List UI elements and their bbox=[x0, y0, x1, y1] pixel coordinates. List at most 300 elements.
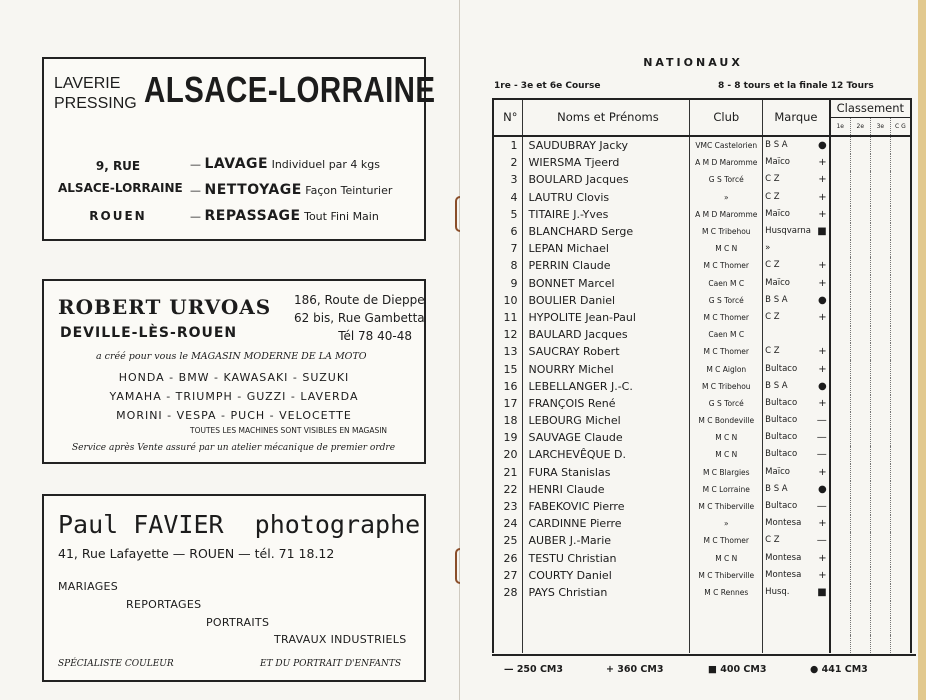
row-cylinder-symbol: — bbox=[816, 415, 827, 427]
row-classement-cell bbox=[850, 412, 870, 429]
row-cylinder-symbol: + bbox=[818, 191, 827, 203]
row-club: Caen M C bbox=[690, 326, 763, 343]
row-classement-cell bbox=[890, 601, 911, 618]
row-classement-cell bbox=[870, 618, 890, 635]
table-row bbox=[493, 171, 911, 188]
row-classement-cell bbox=[830, 206, 851, 223]
header-cls3: 3e bbox=[870, 118, 890, 137]
row-classement-cell bbox=[850, 429, 870, 446]
row-cylinder-symbol: + bbox=[818, 311, 827, 323]
favier-ad bbox=[42, 494, 426, 682]
row-classement-cell bbox=[870, 412, 890, 429]
row-marque bbox=[763, 532, 830, 549]
service-dash: — bbox=[190, 210, 201, 223]
row-marque bbox=[763, 464, 830, 481]
row-classement-cell bbox=[850, 446, 870, 463]
row-classement-cell bbox=[870, 189, 890, 206]
row-classement-cell bbox=[870, 498, 890, 515]
row-cylinder-symbol: ● bbox=[817, 294, 827, 306]
brand-line-2: YAMAHA - TRIUMPH - GUZZI - LAVERDA bbox=[109, 390, 359, 403]
row-classement-cell bbox=[870, 395, 890, 412]
favier-item-mariages: MARIAGES bbox=[58, 580, 119, 593]
row-classement-cell bbox=[890, 326, 911, 343]
row-classement-cell bbox=[830, 464, 851, 481]
alsace-address-line2: ALSACE-LORRAINE bbox=[58, 181, 183, 195]
row-marque bbox=[763, 601, 830, 618]
row-marque bbox=[763, 550, 830, 567]
favier-profession: photographe bbox=[254, 510, 421, 539]
row-cylinder-symbol: + bbox=[818, 552, 827, 564]
row-number: 7 bbox=[493, 240, 522, 257]
alsace-address-line3: ROUEN bbox=[89, 209, 147, 223]
row-marque bbox=[763, 446, 830, 463]
row-classement-cell bbox=[890, 154, 911, 171]
row-marque bbox=[763, 378, 830, 395]
urvoas-phone: Tél 78 40-48 bbox=[338, 329, 412, 343]
row-marque bbox=[763, 309, 830, 326]
row-classement-cell bbox=[830, 240, 851, 257]
row-marque bbox=[763, 171, 830, 188]
row-classement-cell bbox=[850, 567, 870, 584]
row-classement-cell bbox=[890, 550, 911, 567]
row-name: SAUVAGE Claude bbox=[522, 429, 690, 446]
row-club: G S Torcé bbox=[690, 292, 763, 309]
row-number: 22 bbox=[493, 481, 522, 498]
row-club: M C Thomer bbox=[690, 343, 763, 360]
row-number: 26 bbox=[493, 550, 522, 567]
row-classement-cell bbox=[830, 446, 851, 463]
row-club: M C Blargies bbox=[690, 464, 763, 481]
row-name: HENRI Claude bbox=[522, 481, 690, 498]
row-classement-cell bbox=[850, 360, 870, 377]
table-row bbox=[493, 464, 911, 481]
row-classement-cell bbox=[830, 618, 851, 635]
row-number: 3 bbox=[493, 171, 522, 188]
row-cylinder-symbol: ■ bbox=[817, 586, 827, 598]
table-row bbox=[493, 326, 911, 343]
legend-symbol: + bbox=[606, 664, 614, 675]
row-cylinder-symbol: + bbox=[818, 174, 827, 186]
row-club: M C Tribehou bbox=[690, 223, 763, 240]
row-club: VMC Castelorien bbox=[690, 136, 763, 154]
row-marque bbox=[763, 257, 830, 274]
favier-name: Paul FAVIER bbox=[58, 510, 224, 539]
left-page bbox=[0, 0, 460, 700]
row-classement-cell bbox=[830, 309, 851, 326]
row-marque bbox=[763, 154, 830, 171]
table-row bbox=[493, 532, 911, 549]
row-marque-text: Bultaco bbox=[765, 415, 798, 426]
row-marque-text: Bultaco bbox=[765, 449, 798, 460]
row-classement-cell bbox=[870, 464, 890, 481]
urvoas-intro: a créé pour vous le MAGASIN MODERNE DE LA MOTO bbox=[96, 351, 367, 362]
row-marque-text: Montesa bbox=[765, 569, 802, 580]
row-classement-cell bbox=[890, 275, 911, 292]
row-classement-cell bbox=[830, 481, 851, 498]
row-classement-cell bbox=[830, 257, 851, 274]
row-name: TESTU Christian bbox=[522, 550, 690, 567]
row-number: 4 bbox=[493, 189, 522, 206]
row-marque-text: B S A bbox=[765, 483, 788, 494]
row-club: A M D Maromme bbox=[690, 154, 763, 171]
header-club: Club bbox=[690, 99, 763, 136]
row-name: TITAIRE J.-Yves bbox=[522, 206, 690, 223]
table-row bbox=[493, 567, 911, 584]
alsace-address bbox=[58, 155, 183, 227]
row-cylinder-symbol: + bbox=[818, 157, 827, 169]
row-number bbox=[493, 601, 522, 618]
row-name: FURA Stanislas bbox=[522, 464, 690, 481]
row-marque bbox=[763, 481, 830, 498]
row-marque-text: B S A bbox=[765, 294, 788, 305]
row-marque bbox=[763, 498, 830, 515]
row-marque bbox=[763, 326, 830, 343]
row-number: 2 bbox=[493, 154, 522, 171]
row-marque bbox=[763, 206, 830, 223]
row-classement-cell bbox=[870, 378, 890, 395]
row-classement-cell bbox=[850, 171, 870, 188]
row-marque bbox=[763, 584, 830, 601]
row-club: M C Lorraine bbox=[690, 481, 763, 498]
row-name: LEBELLANGER J.-C. bbox=[522, 378, 690, 395]
urvoas-address-line2: 62 bis, Rue Gambetta bbox=[294, 311, 425, 325]
row-marque bbox=[763, 515, 830, 532]
row-marque bbox=[763, 223, 830, 240]
urvoas-city: DEVILLE-LÈS-ROUEN bbox=[60, 325, 238, 341]
row-classement-cell bbox=[870, 481, 890, 498]
row-marque-text: B S A bbox=[765, 380, 788, 391]
legend-label: 441 CM3 bbox=[821, 664, 868, 675]
row-name: LAUTRU Clovis bbox=[522, 189, 690, 206]
header-cls4: C G bbox=[890, 118, 911, 137]
row-classement-cell bbox=[850, 189, 870, 206]
row-name: LEBOURG Michel bbox=[522, 412, 690, 429]
row-classement-cell bbox=[850, 498, 870, 515]
row-marque-text: Maïco bbox=[765, 208, 790, 219]
row-classement-cell bbox=[890, 378, 911, 395]
row-number: 19 bbox=[493, 429, 522, 446]
legend-label: 250 CM3 bbox=[516, 664, 563, 675]
row-name: AUBER J.-Marie bbox=[522, 532, 690, 549]
legend-360 bbox=[606, 664, 663, 675]
table-row bbox=[493, 429, 911, 446]
row-marque bbox=[763, 395, 830, 412]
row-classement-cell bbox=[830, 154, 851, 171]
row-club: M C Aiglon bbox=[690, 360, 763, 377]
table-row bbox=[493, 618, 911, 635]
row-classement-cell bbox=[850, 309, 870, 326]
row-club bbox=[690, 601, 763, 618]
row-marque-text: C Z bbox=[765, 260, 780, 271]
header-name: Noms et Prénoms bbox=[522, 99, 690, 136]
table-row bbox=[493, 240, 911, 257]
row-name: NOURRY Michel bbox=[522, 360, 690, 377]
urvoas-address-line1: 186, Route de Dieppe bbox=[294, 293, 425, 307]
row-name: PERRIN Claude bbox=[522, 257, 690, 274]
row-classement-cell bbox=[850, 154, 870, 171]
row-classement-cell bbox=[890, 257, 911, 274]
row-classement-cell bbox=[850, 343, 870, 360]
row-number: 11 bbox=[493, 309, 522, 326]
row-classement-cell bbox=[830, 326, 851, 343]
row-classement-cell bbox=[870, 326, 890, 343]
row-classement-cell bbox=[850, 515, 870, 532]
row-marque-text: C Z bbox=[765, 311, 780, 322]
table-row bbox=[493, 154, 911, 171]
row-classement-cell bbox=[850, 326, 870, 343]
row-number bbox=[493, 635, 522, 652]
row-classement-cell bbox=[850, 601, 870, 618]
row-classement-cell bbox=[890, 171, 911, 188]
legend-label: 400 CM3 bbox=[720, 664, 767, 675]
row-marque bbox=[763, 189, 830, 206]
urvoas-address bbox=[294, 291, 425, 345]
row-classement-cell bbox=[830, 584, 851, 601]
service-name: REPASSAGE bbox=[204, 208, 301, 224]
row-classement-cell bbox=[870, 309, 890, 326]
row-classement-cell bbox=[890, 206, 911, 223]
header-classement: Classement bbox=[830, 99, 911, 118]
row-classement-cell bbox=[830, 601, 851, 618]
row-marque bbox=[763, 136, 830, 154]
row-classement-cell bbox=[890, 429, 911, 446]
row-classement-cell bbox=[870, 567, 890, 584]
row-cylinder-symbol: + bbox=[818, 569, 827, 581]
table-row bbox=[493, 412, 911, 429]
row-classement-cell bbox=[830, 498, 851, 515]
row-marque-text: Montesa bbox=[765, 518, 802, 529]
row-classement-cell bbox=[870, 136, 890, 154]
legend-symbol: ■ bbox=[708, 664, 717, 675]
row-club: M C N bbox=[690, 446, 763, 463]
row-classement-cell bbox=[830, 567, 851, 584]
row-classement-cell bbox=[830, 429, 851, 446]
row-classement-cell bbox=[850, 635, 870, 652]
results-rows bbox=[493, 136, 911, 653]
results-subtitle-right: 8 - 8 tours et la finale 12 Tours bbox=[718, 81, 874, 91]
bottom-rule bbox=[492, 654, 916, 656]
table-row bbox=[493, 343, 911, 360]
legend-250 bbox=[504, 664, 563, 675]
row-name bbox=[522, 618, 690, 635]
row-classement-cell bbox=[850, 136, 870, 154]
row-number: 16 bbox=[493, 378, 522, 395]
row-classement-cell bbox=[890, 446, 911, 463]
row-marque-text: Bultaco bbox=[765, 363, 798, 374]
row-classement-cell bbox=[870, 275, 890, 292]
header-cls2: 2e bbox=[850, 118, 870, 137]
row-classement-cell bbox=[890, 635, 911, 652]
table-row bbox=[493, 360, 911, 377]
row-classement-cell bbox=[890, 618, 911, 635]
row-classement-cell bbox=[890, 360, 911, 377]
service-detail: Façon Teinturier bbox=[305, 184, 393, 197]
row-classement-cell bbox=[850, 618, 870, 635]
favier-footer-left: SPÉCIALISTE COULEUR bbox=[58, 659, 174, 669]
table-row bbox=[493, 550, 911, 567]
row-marque-text: Bultaco bbox=[765, 432, 798, 443]
row-number: 23 bbox=[493, 498, 522, 515]
row-classement-cell bbox=[870, 429, 890, 446]
service-repassage bbox=[190, 208, 379, 224]
row-number: 25 bbox=[493, 532, 522, 549]
row-marque-text: Maïco bbox=[765, 466, 790, 477]
row-marque-text: C Z bbox=[765, 174, 780, 185]
row-marque bbox=[763, 275, 830, 292]
urvoas-visible-note: TOUTES LES MACHINES SONT VISIBLES EN MAGASIN bbox=[190, 426, 388, 435]
row-classement-cell bbox=[830, 292, 851, 309]
row-marque bbox=[763, 343, 830, 360]
row-marque-text: Montesa bbox=[765, 552, 802, 563]
row-name bbox=[522, 601, 690, 618]
favier-item-portraits: PORTRAITS bbox=[206, 616, 270, 629]
row-classement-cell bbox=[850, 206, 870, 223]
header-marque: Marque bbox=[763, 99, 830, 136]
laverie-pressing-label bbox=[54, 74, 137, 114]
table-row bbox=[493, 378, 911, 395]
row-classement-cell bbox=[830, 378, 851, 395]
favier-header bbox=[58, 510, 420, 539]
row-classement-cell bbox=[850, 532, 870, 549]
table-row bbox=[493, 395, 911, 412]
row-name: HYPOLITE Jean-Paul bbox=[522, 309, 690, 326]
row-number: 28 bbox=[493, 584, 522, 601]
row-classement-cell bbox=[870, 154, 890, 171]
row-number: 10 bbox=[493, 292, 522, 309]
row-classement-cell bbox=[870, 515, 890, 532]
table-row bbox=[493, 136, 911, 154]
header-cls1: 1e bbox=[830, 118, 851, 137]
row-club: Caen M C bbox=[690, 275, 763, 292]
row-classement-cell bbox=[830, 343, 851, 360]
row-club: M C Thomer bbox=[690, 257, 763, 274]
brand-line-3: MORINI - VESPA - PUCH - VELOCETTE bbox=[116, 409, 352, 422]
row-classement-cell bbox=[890, 189, 911, 206]
row-club: M C N bbox=[690, 429, 763, 446]
table-row bbox=[493, 206, 911, 223]
row-classement-cell bbox=[850, 464, 870, 481]
row-classement-cell bbox=[890, 464, 911, 481]
row-classement-cell bbox=[870, 360, 890, 377]
row-name: LEPAN Michael bbox=[522, 240, 690, 257]
row-cylinder-symbol: ● bbox=[817, 483, 827, 495]
urvoas-name: ROBERT URVOAS bbox=[58, 295, 272, 319]
row-classement-cell bbox=[850, 223, 870, 240]
urvoas-ad bbox=[42, 279, 426, 464]
pressing-text: PRESSING bbox=[54, 95, 137, 112]
favier-footer-right: ET DU PORTRAIT D'ENFANTS bbox=[260, 659, 401, 669]
row-classement-cell bbox=[890, 498, 911, 515]
row-name: BOULIER Daniel bbox=[522, 292, 690, 309]
row-club: M C Tribehou bbox=[690, 378, 763, 395]
row-marque-text: C Z bbox=[765, 346, 780, 357]
row-marque bbox=[763, 412, 830, 429]
legend-symbol: ● bbox=[810, 664, 819, 675]
row-name bbox=[522, 635, 690, 652]
row-classement-cell bbox=[890, 292, 911, 309]
row-classement-cell bbox=[830, 136, 851, 154]
row-name: CARDINNE Pierre bbox=[522, 515, 690, 532]
row-marque bbox=[763, 635, 830, 652]
row-marque bbox=[763, 292, 830, 309]
row-marque-text: Husqvarna bbox=[765, 226, 811, 237]
row-number: 9 bbox=[493, 275, 522, 292]
row-club: G S Torcé bbox=[690, 395, 763, 412]
row-number: 8 bbox=[493, 257, 522, 274]
row-club: M C Bondeville bbox=[690, 412, 763, 429]
row-classement-cell bbox=[870, 292, 890, 309]
row-number: 6 bbox=[493, 223, 522, 240]
row-classement-cell bbox=[850, 275, 870, 292]
row-cylinder-symbol: + bbox=[818, 518, 827, 530]
row-classement-cell bbox=[870, 601, 890, 618]
row-name: BLANCHARD Serge bbox=[522, 223, 690, 240]
table-row bbox=[493, 584, 911, 601]
row-classement-cell bbox=[850, 395, 870, 412]
row-classement-cell bbox=[890, 481, 911, 498]
table-row bbox=[493, 292, 911, 309]
row-club: M C Rennes bbox=[690, 584, 763, 601]
row-cylinder-symbol: + bbox=[818, 346, 827, 358]
row-classement-cell bbox=[890, 240, 911, 257]
table-row bbox=[493, 635, 911, 652]
row-club: A M D Maromme bbox=[690, 206, 763, 223]
row-classement-cell bbox=[830, 189, 851, 206]
legend-label: 360 CM3 bbox=[617, 664, 664, 675]
row-name: PAYS Christian bbox=[522, 584, 690, 601]
row-classement-cell bbox=[850, 378, 870, 395]
row-classement-cell bbox=[850, 292, 870, 309]
row-cylinder-symbol: ■ bbox=[817, 226, 827, 238]
row-club: » bbox=[690, 189, 763, 206]
row-club: M C Thiberville bbox=[690, 498, 763, 515]
row-marque-text: » bbox=[765, 243, 771, 254]
table-row bbox=[493, 446, 911, 463]
service-dash: — bbox=[190, 184, 201, 197]
row-cylinder-symbol: — bbox=[816, 501, 827, 513]
row-number bbox=[493, 618, 522, 635]
service-dash: — bbox=[190, 158, 201, 171]
row-cylinder-symbol: + bbox=[818, 466, 827, 478]
row-cylinder-symbol: — bbox=[816, 535, 827, 547]
service-detail: Tout Fini Main bbox=[304, 210, 379, 223]
row-classement-cell bbox=[830, 515, 851, 532]
row-classement-cell bbox=[870, 240, 890, 257]
row-club: G S Torcé bbox=[690, 171, 763, 188]
row-number: 13 bbox=[493, 343, 522, 360]
legend-400 bbox=[708, 664, 766, 675]
row-classement-cell bbox=[830, 360, 851, 377]
row-marque-text: Maïco bbox=[765, 157, 790, 168]
row-marque-text: Maïco bbox=[765, 277, 790, 288]
results-table bbox=[492, 98, 912, 653]
row-marque bbox=[763, 429, 830, 446]
urvoas-service: Service après Vente assuré par un atelier mécanique de premier ordre bbox=[72, 443, 396, 453]
right-page bbox=[460, 0, 926, 700]
row-name: BAULARD Jacques bbox=[522, 326, 690, 343]
row-number: 15 bbox=[493, 360, 522, 377]
row-cylinder-symbol: — bbox=[816, 449, 827, 461]
row-cylinder-symbol: + bbox=[818, 363, 827, 375]
row-name: SAUDUBRAY Jacky bbox=[522, 136, 690, 154]
table-row bbox=[493, 481, 911, 498]
row-marque bbox=[763, 618, 830, 635]
row-classement-cell bbox=[890, 515, 911, 532]
row-number: 12 bbox=[493, 326, 522, 343]
row-name: COURTY Daniel bbox=[522, 567, 690, 584]
row-marque bbox=[763, 567, 830, 584]
service-name: LAVAGE bbox=[204, 156, 269, 172]
